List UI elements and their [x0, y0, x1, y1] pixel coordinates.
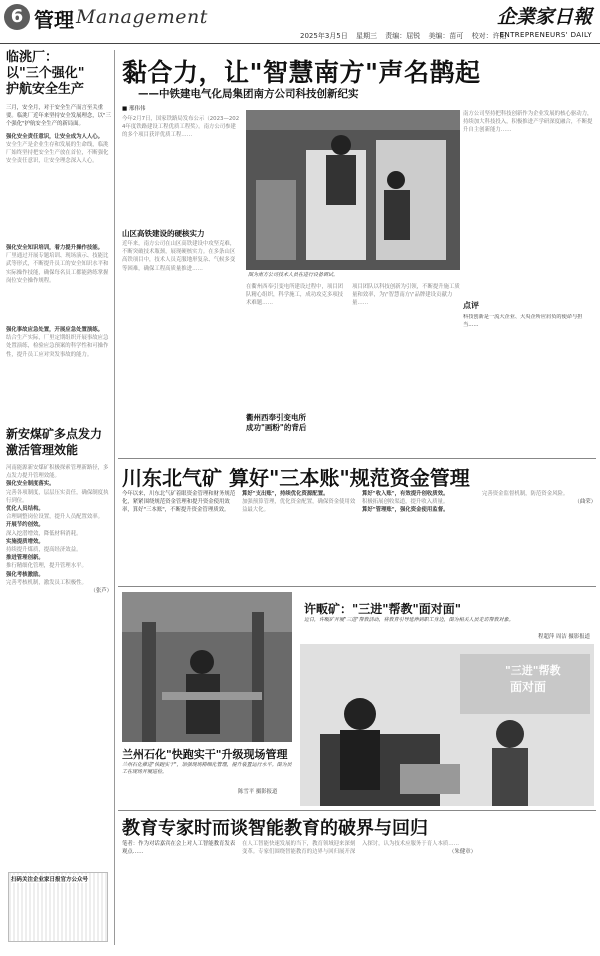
story3-caption: 近日，许畈矿开展"三进"帮教活动，将教育引导延伸到职工身边，图为相关人员走访帮教对象。 — [304, 617, 514, 623]
main-body-col1b: 近年来，南方公司在山区高铁建设中攻坚克难，不断突破技术瓶颈，展现硬核实力。在多条山区高铁项目中，技术人员克服地形复杂、气候多变等困难，确保工程高质量推进…… — [122, 241, 236, 272]
banner-label: "三进"帮教 — [505, 664, 561, 677]
left-column — [6, 50, 112, 950]
left-headline-2-line2: 激活管理效能 — [6, 443, 79, 457]
left-article-2-sub8: 推进管理创新。 — [6, 555, 44, 562]
left-headline-2-line1: 新安煤矿多点发力 — [6, 427, 103, 441]
story5-intro: 笔者：作为对话嘉宾在会上对人工智能教育发表观点…… — [122, 841, 236, 856]
page-header — [0, 0, 600, 44]
story2-sub2: 算好"收入账"，有效提升创收质效。 — [362, 491, 449, 497]
story2-author: （曲荣） — [574, 499, 596, 506]
divider-3 — [118, 810, 596, 811]
story2-sub3: 算好"管理账"，强化资金使用监督。 — [362, 507, 449, 514]
story2-body: 今年以来，川东北气矿着眼资金管理和财务规范化，紧紧围绕规范资金管理和提升资金使用效率，算好"三本账"，不断提升资金管理质效。 算好"支出账"，持续优化资源配置。 加强预算管理，优化资金配置，确保资金使用效益最大化。 算好"收入账"，有效提升创收质效。 积极拓展创收渠道，提升收入质量。 算好"管理账"，强化资金使用监督。 完善资金监督机制，防范资金风险。 （曲荣） — [122, 491, 596, 514]
story5-body: 笔者：作为对话嘉宾在会上对人工智能教育发表观点…… 在人工智能快速发展的当下，教育领域迎来深刻变革。专家们围绕智能教育的边界与回归展开深入探讨，认为技术应服务于育人本质…… （朱健章） — [122, 841, 476, 856]
story4-photo — [122, 592, 292, 742]
main-body-col1: 今年2月7日，国家铁路局发布公示（2023—2024年度铁路建设工程优质工程奖）。南方公司参建的多个项目获评优质工程…… — [122, 116, 240, 139]
story2-headline: 川东北气矿 算好"三本账"规范资金管理 — [122, 466, 470, 490]
left-article-1-intro: 三月，安全月，对于安全生产而言至关重要。临洮厂近年来坚持安全发展理念，以"三个强化"护航安全生产的新局面。 — [6, 105, 111, 128]
left-headline-1-line1: 临洮厂： — [6, 50, 59, 65]
left-article-1-sub2: 强化安全知识培训，着力提升操作技能。 — [6, 245, 104, 251]
left-article-1-body-2: 强化安全知识培训，着力提升操作技能。 厂里通过开展专题培训、现场演示、技能比武等形式，不断提升员工的安全知识水平和实际操作技能，确保每名员工都能熟练掌握岗位安全操作规程。 — [6, 244, 112, 326]
left-article-1-body: 三月，安全月，对于安全生产而言至关重要。临洮厂近年来坚持安全发展理念，以"三个强化"护航安全生产的新局面。 强化安全责任意识，让安全成为人人心。 安全生产是企业生存和发展的生命线，临洮厂始终坚持把安全生产放在首位，不断强化安全责任意识，让安全理念深入人心。 — [6, 105, 111, 165]
main-body-col3: 项目团队以科技创新为引领，不断提升施工质量和效率，为\"智慧南方\"品牌建设贡献力量…… — [352, 284, 460, 307]
editor-credit: 责编：屈锐 — [385, 32, 421, 40]
header-meta — [300, 31, 513, 41]
story4-headline: 兰州石化"快跑实干"升级现场管理 — [122, 748, 288, 761]
brand-logo: 企業家日報 — [496, 6, 592, 28]
divider-1 — [118, 458, 596, 459]
left-headline-1-line2: 以"三个强化" — [6, 66, 85, 81]
proof-credit: 校对：许阳 — [471, 32, 507, 40]
commentary-box — [463, 300, 594, 424]
left-article-1-sub3: 强化事故应急处置，开展应急处置演练。 — [6, 327, 104, 333]
main-photo-illustration — [246, 110, 460, 270]
column-divider — [114, 50, 115, 945]
main-body-col4: 南方公司坚持把科技创新作为企业发展的核心驱动力，持续加大科技投入，积极推进产学研深度融合，不断提升自主创新能力…… — [463, 111, 593, 134]
main-subhead-a: 山区高铁建设的硬核实力 — [122, 229, 205, 238]
main-byline: ■ 邢伟伟 — [122, 106, 146, 112]
brand-en: ENTREPRENEURS' DAILY — [499, 31, 592, 39]
issue-date: 2025年3月5日 — [300, 32, 348, 40]
main-photo-caption: 图为南方公司技术人员在进行设备调试。 — [248, 272, 339, 278]
banner-label-2: 面对面 — [510, 680, 547, 694]
art-credit: 美编：苗可 — [428, 32, 464, 40]
commentary-tag: 点评 — [463, 301, 479, 310]
main-subhead-b: 衢州西奉引变电所 — [246, 413, 306, 422]
left-article-2-author: （张芦） — [90, 588, 112, 595]
story3-photo — [300, 644, 594, 806]
left-article-1-sub1: 强化安全责任意识，让安全成为人人心。 — [6, 133, 104, 140]
left-headline-2 — [6, 426, 112, 458]
story2-lede: 今年以来，川东北气矿着眼资金管理和财务规范化，紧紧围绕规范资金管理和提升资金使用效率，算好"三本账"，不断提升资金管理质效。 — [122, 491, 236, 514]
story4-photo-illustration — [122, 592, 292, 742]
qr-caption: 扫码关注企业家日报官方公众号 — [11, 877, 89, 883]
main-subheadline: ——中铁建电气化局集团南方公司科技创新纪实 — [138, 88, 359, 100]
main-photo — [246, 110, 460, 270]
page-number-badge: 6 — [4, 4, 30, 30]
issue-weekday: 星期三 — [355, 32, 377, 40]
story5-headline: 教育专家时而谈智能教育的破界与回归 — [122, 818, 428, 839]
commentary-text: 科技创新是一流大企业、大央企所应肩负的使命与担当…… — [463, 314, 583, 328]
story2-sub1: 算好"支出账"，持续优化资源配置。 — [242, 491, 329, 497]
main-body-col2: 在衢州西奉引变电所建设过程中，项目团队精心组织，科学施工，成功攻克多项技术难题…… — [246, 284, 344, 307]
left-article-2-body: 河南能源新安煤矿积极探索管理新路径，多点发力提升管理效能。 强化安全制度落实。 完善各项制度，层层压实责任，确保制度执行到位。 优化人员结构。 合理调整岗位设置，提升人员配置效率。 开展节约创效。 深入挖潜增效，降低材料消耗。 实施提质增效。 持续提升煤质，提高经济效益。 推进管理创新。 推行精细化管理，提升管理水平。 强化考核激励。 完善考核机制，激发员工积极性。 （张芦） — [6, 465, 112, 595]
left-headline-1-line3: 护航安全生产 — [6, 82, 85, 97]
left-article-2-sub4: 强化安全制度落实。 — [6, 481, 55, 488]
left-article-2-sub5: 优化人员结构。 — [6, 506, 44, 513]
story5-author: （朱健章） — [449, 849, 476, 856]
left-article-1-body-3: 强化事故应急处置，开展应急处置演练。 结合生产实际，厂里定期组织开展事故应急处置演练，检验应急预案的科学性和可操作性，提升员工应对突发事故的能力。 — [6, 326, 112, 418]
left-article-2-sub6: 开展节约创效。 — [6, 522, 44, 529]
qr-code-box[interactable] — [8, 872, 108, 942]
main-headline: 黏合力，让"智慧南方"声名鹊起 — [122, 58, 481, 87]
left-headline-1 — [6, 50, 112, 98]
story4-caption: 兰州石化推进"快跑实干"，加强现场精细化管理，提升装置运行水平。图为员工在现场开展巡检。 — [122, 762, 292, 775]
section-title-en: Management — [76, 6, 208, 28]
story3-headline: 许畈矿："三进"帮教"面对面" — [304, 602, 462, 616]
left-article-2-sub7: 实施提质增效。 — [6, 538, 44, 545]
main-subhead-b2: 成功"画粉"的背后 — [246, 423, 307, 432]
story4-author: 陈雪平 摄影报道 — [238, 789, 278, 795]
section-title: 管理 — [34, 8, 74, 32]
divider-2 — [118, 586, 596, 587]
story3-author: 程超萍 周洁 摄影报道 — [538, 634, 590, 640]
left-article-2-sub9: 强化考核激励。 — [6, 571, 44, 578]
